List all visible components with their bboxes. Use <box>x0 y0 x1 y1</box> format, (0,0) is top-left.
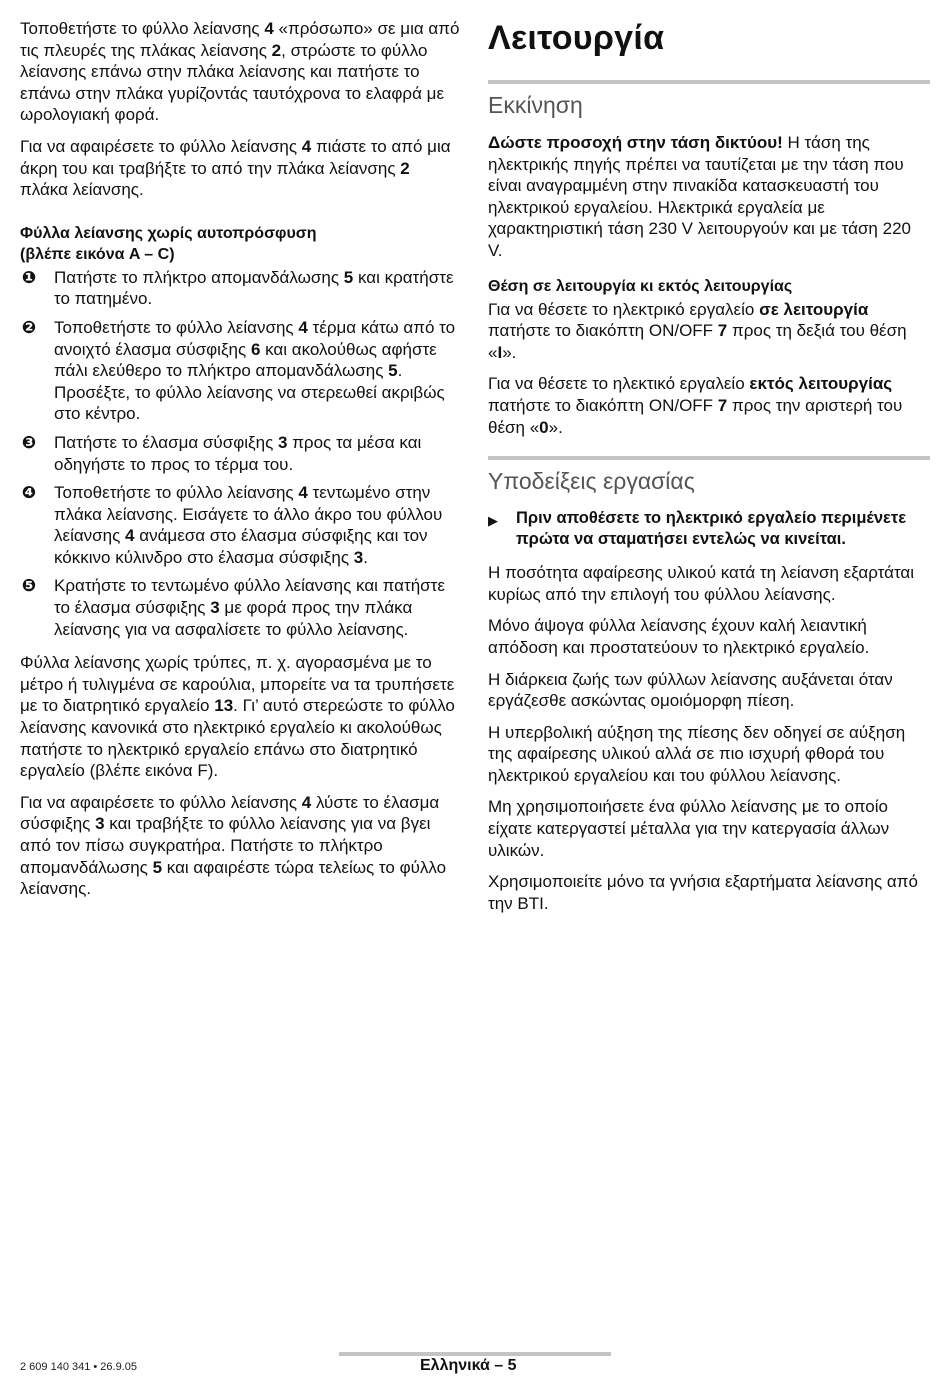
left-column <box>20 18 460 910</box>
paragraph-remove-clamp: Για να αφαιρέσετε το φύλλο λείανσης 4 λύστε το έλασμα σύσφιξης 3 και τραβήξτε το φύλλο λείανσης για να βγει από τον πίσω συγκρατήρα. Πατήστε το πλήκτρο απομανδάλωσης 5 και αφαιρέστε τώρα τελείως το φύλλο λείανσης. <box>20 792 447 899</box>
subheading-on-off: Θέση σε λειτουργία κι εκτός λειτουργίας <box>488 277 793 295</box>
list-item: ❹ Τοποθετήστε το φύλλο λείανσης 4 τεντωμένο στην πλάκα λείανσης. Εισάγετε το άλλο άκρο του φύλλου λείανσης 4 ανάμεσα στο έλασμα σύσφιξης και τον κόκκινο κύλινδρο στο έλασμα σύσφιξης 3. <box>21 483 443 567</box>
section-heading-working-advice: Υποδείξεις εργασίας <box>488 468 695 495</box>
steps-list <box>20 267 460 641</box>
paragraph-perforate: Φύλλα λείανσης χωρίς τρύπες, π. χ. αγορασμένα με το μέτρο ή τυλιγμένα σε καρούλια, μπορείτε να τα τρυπήσετε με το διατρητικό εργαλείο 13. Γι’ αυτό στερεώστε το φύλλο λείανσης κανονικά στο ηλεκτρικό εργαλείο κι ακολούθως πατήστε το ηλεκτρικό εργαλείο επάνω στο διατρητικό εργαλείο (βλέπε εικόνα F). <box>20 653 455 781</box>
subheading-non-adhesive: Φύλλα λείανσης χωρίς αυτοπρόσφυση (βλέπε εικόνα A – C) <box>20 224 317 263</box>
paragraph-switch-on: Για να θέσετε το ηλεκτρικό εργαλείο σε λειτουργία πατήστε το διακόπτη ON/OFF 7 προς τη δεξιά του θέση «I». <box>488 299 907 362</box>
step-number: ❶ <box>21 267 37 287</box>
list-item: ❷ Τοποθετήστε το φύλλο λείανσης 4 τέρμα κάτω από το ανοιχτό έλασμα σύσφιξης 6 και ακολούθως αφήστε πάλι ελεύθερο το πλήκτρο απομανδάλωσης 5. Προσέξτε, το φύλλο λείανσης να στερεωθεί ακριβώς στο κέντρο. <box>21 317 456 424</box>
document-code: 2 609 140 341 • 26.9.05 <box>20 1361 138 1373</box>
list-item: ❸ Πατήστε το έλασμα σύσφιξης 3 προς τα μέσα και οδηγήστε το προς το τέρμα του. <box>21 432 422 474</box>
section-heading-start: Εκκίνηση <box>488 92 583 118</box>
paragraph-remove-sheet: Για να αφαιρέσετε το φύλλο λείανσης 4 πιάστε το από μια άκρη του και τραβήξτε το από την πλάκα λείανσης 2 πλάκα λείανσης. <box>20 136 451 200</box>
paragraph-advice: Μη χρησιμοποιήσετε ένα φύλλο λείανσης με το οποίο είχατε κατεργαστεί μέταλλα για την κατεργασία άλλων υλικών. <box>488 797 890 860</box>
paragraph-advice: Χρησιμοποιείτε μόνο τα γνήσια εξαρτήματα λείανσης από την BTI. <box>488 872 918 913</box>
section-start <box>488 80 930 438</box>
step-number: ❷ <box>21 317 37 337</box>
paragraph-advice: Μόνο άψογα φύλλα λείανσης έχουν καλή λειαντική απόδοση και προστατεύουν το ηλεκτρικό εργαλείο. <box>488 616 870 657</box>
warning-note: ▶ Πριν αποθέσετε το ηλεκτρικό εργαλείο περιμένετε πρώτα να σταματήσει εντελώς να κινείται. <box>488 509 907 549</box>
page-number: Ελληνικά – 5 <box>420 1357 517 1374</box>
paragraph-switch-off: Για να θέσετε το ηλεκτικό εργαλείο εκτός λειτουργίας πατήστε το διακόπτη ON/OFF 7 προς την αριστερή του θέση «0». <box>488 374 903 437</box>
list-item: ❺ Κρατήστε το τεντωμένο φύλλο λείανσης και πατήστε το έλασμα σύσφιξης 3 με φορά προς την πλάκα λείανσης για να ασφαλίσετε το φύλλο λείανσης. <box>21 576 445 639</box>
step-number: ❸ <box>21 432 37 452</box>
step-number: ❺ <box>21 576 37 596</box>
paragraph-mount-sheet: Τοποθετήστε το φύλλο λείανσης 4 «πρόσωπο» σε μια από τις πλευρές της πλάκας λείανσης 2, στρώστε το φύλλο λείανσης επάνω στην πλάκα λείανσης και πατήστε το επάνω στην πλάκα γυρίζοντάς ταυτόχρονα το ελαφρά με ωρολογιακή φορά. <box>20 19 460 125</box>
paragraph-advice: Η υπερβολική αύξηση της πίεσης δεν οδηγεί σε αύξηση της αφαίρεσης υλικού αλλά σε πιο ισχυρή φθορά του ηλεκτρικού εργαλείου και του φύλλου λείανσης. <box>488 722 906 785</box>
paragraph-advice: Η ποσότητα αφαίρεσης υλικού κατά τη λείανση εξαρτάται κυρίως από την επιλογή του φύλλου λείανσης. <box>488 563 915 604</box>
list-item: ❶ Πατήστε το πλήκτρο απομανδάλωσης 5 και κρατήστε το πατημένο. <box>21 267 454 309</box>
step-number: ❹ <box>21 483 37 503</box>
section-working-advice <box>488 456 930 914</box>
paragraph-voltage: Δώστε προσοχή στην τάση δικτύου! Η τάση της ηλεκτρικής πηγής πρέπει να ταυτίζεται με την τάση που είναι αναγραμμένη στην πινακίδα κατασκευαστή του ηλεκτρικού εργαλείου. Ηλεκτρικά εργαλεία με χαρακτηριστική τάση 230 V λειτουργούν και με τάση 220 V. <box>488 133 911 260</box>
right-column <box>488 18 930 924</box>
triangle-bullet-icon: ▶ <box>488 513 498 529</box>
page-title: Λειτουργία <box>488 19 665 57</box>
paragraph-advice: Η διάρκεια ζωής των φύλλων λείανσης αυξάνεται όταν εργάζεσθε ασκώντας ομοιόμορφη πίεση. <box>488 669 893 711</box>
